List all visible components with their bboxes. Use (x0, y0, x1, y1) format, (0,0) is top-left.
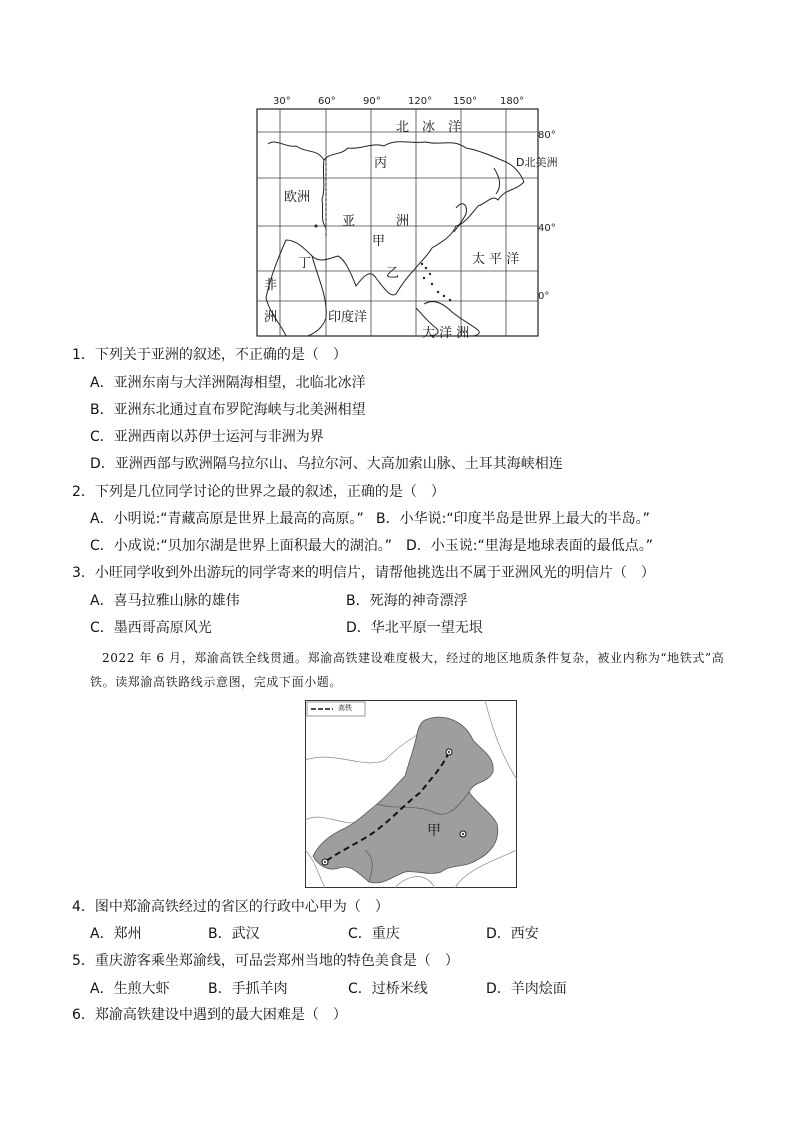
label-fei: 非 (264, 278, 278, 293)
lon-tick-60: 60° (318, 96, 336, 107)
q5-option-a[interactable]: A．生煎大虾 (90, 981, 170, 997)
q2-option-c[interactable]: C．小成说:“贝加尔湖是世界上面积最大的湖泊。” (90, 538, 392, 554)
label-ding: 丁 (298, 256, 312, 271)
q4-option-a[interactable]: A．郑州 (90, 926, 142, 942)
question-6-stem: 6．郑渝高铁建设中遇到的最大困难是（ ） (72, 1007, 347, 1023)
railway-map-graphic (305, 700, 517, 888)
label-jia: 甲 (372, 234, 386, 249)
lon-tick-180: 180° (500, 96, 525, 107)
label-pacific: 太 平 洋 (472, 252, 520, 267)
lon-tick-120: 120° (408, 96, 433, 107)
q2-option-a[interactable]: A．小明说:“青藏高原是世界上最高的高原。” (90, 511, 364, 527)
q5-option-b[interactable]: B．手抓羊肉 (208, 981, 288, 997)
lon-tick-90: 90° (363, 96, 381, 107)
lat-tick-0: 0° (538, 291, 550, 302)
question-5-stem: 5．重庆游客乘坐郑渝线，可品尝郑州当地的特色美食是（ ） (72, 953, 459, 969)
question-3-stem: 3．小旺同学收到外出游玩的同学寄来的明信片，请帮他挑选出不属于亚洲风光的明信片（ ） (72, 565, 655, 581)
q3-option-c[interactable]: C．墨西哥高原风光 (90, 620, 212, 636)
asia-map (256, 96, 558, 341)
label-indian-ocean: 印度洋 (328, 310, 368, 325)
q4-option-c[interactable]: C．重庆 (348, 926, 400, 942)
q4-option-d[interactable]: D．西安 (486, 926, 539, 942)
q1-option-b[interactable]: B．亚洲东北通过直布罗陀海峡与北美洲相望 (90, 402, 366, 418)
q2-option-d[interactable]: D．小玉说:“里海是地球表面的最低点。” (406, 538, 654, 554)
q3-option-b[interactable]: B．死海的神奇漂浮 (346, 593, 468, 609)
question-4-stem: 4．图中郑渝高铁经过的省区的行政中心甲为（ ） (72, 899, 389, 915)
label-arctic-ocean: 北 冰 洋 (396, 120, 462, 135)
q3-option-a[interactable]: A．喜马拉雅山脉的雄伟 (90, 593, 240, 609)
question-1-stem: 1．下列关于亚洲的叙述，不正确的是（ ） (72, 347, 347, 363)
question-2-stem: 2．下列是几位同学讨论的世界之最的叙述，正确的是（ ） (72, 484, 445, 500)
q2-option-b[interactable]: B．小华说:“印度半岛是世界上最大的半岛。” (376, 511, 650, 527)
label-yi: 乙 (386, 266, 400, 281)
lon-tick-30: 30° (273, 96, 291, 107)
label-europe: 欧洲 (284, 190, 311, 205)
lat-tick-80: 80° (538, 130, 556, 141)
q1-option-c[interactable]: C．亚洲西南以苏伊士运河与非洲为界 (90, 429, 324, 445)
railway-map (305, 700, 517, 888)
reading-passage: 2022 年 6 月，郑渝高铁全线贯通。郑渝高铁建设难度极大，经过的地区地质条件复杂，被业内称为“地铁式”高铁。读郑渝高铁路线示意图，完成下面小题。 (90, 651, 725, 689)
label-bing: 丙 (374, 156, 388, 171)
lat-tick-40: 40° (538, 223, 556, 234)
label-oceania: 大 洋 洲 (422, 326, 470, 341)
label-d-north-america: D北美洲 (516, 156, 558, 169)
legend-railway-label: 高铁 (338, 704, 352, 712)
label-asia-ya: 亚 (342, 214, 356, 229)
q1-option-a[interactable]: A．亚洲东南与大洋洲隔海相望，北临北冰洋 (90, 375, 366, 391)
q1-option-d[interactable]: D．亚洲西部与欧洲隔乌拉尔山、乌拉尔河、大高加索山脉、土耳其海峡相连 (90, 456, 563, 472)
q5-option-c[interactable]: C．过桥米线 (348, 981, 428, 997)
label-jia-province: 甲 (427, 823, 441, 839)
q3-option-d[interactable]: D．华北平原一望无垠 (346, 620, 483, 636)
label-asia-zhou: 洲 (396, 214, 410, 229)
lon-tick-150: 150° (453, 96, 478, 107)
q5-option-d[interactable]: D．羊肉烩面 (486, 981, 567, 997)
q4-option-b[interactable]: B．武汉 (208, 926, 260, 942)
label-zhou: 洲 (264, 310, 278, 325)
